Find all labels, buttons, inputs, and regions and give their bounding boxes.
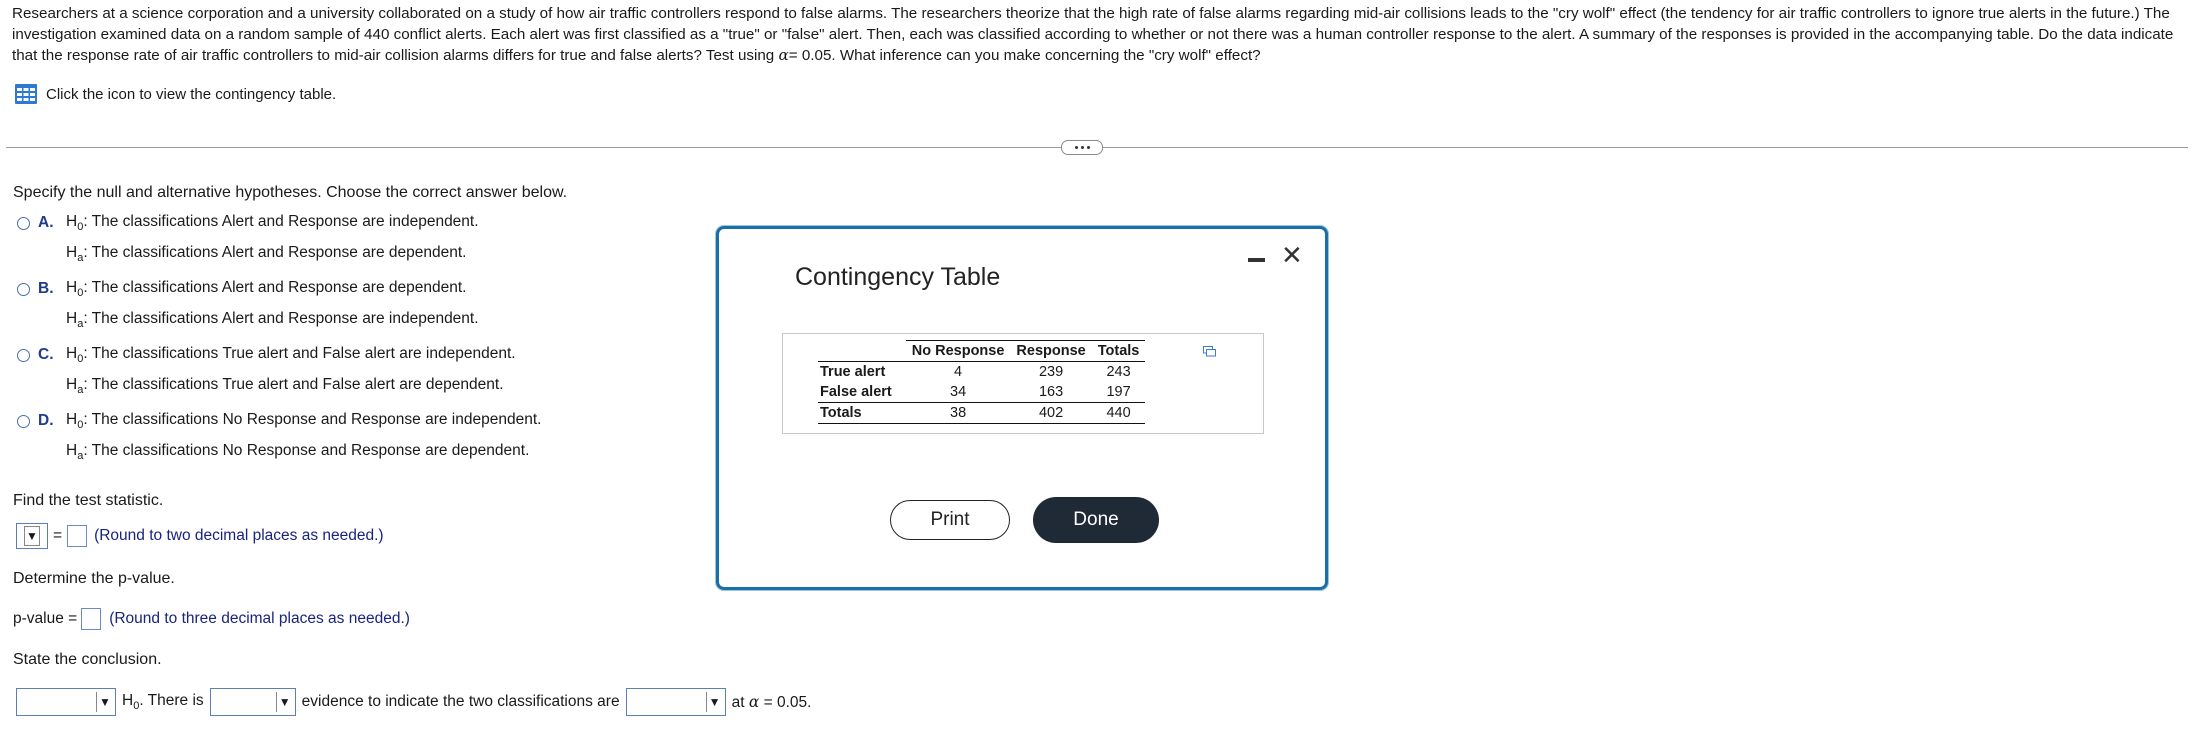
evidence-dropdown[interactable]: ▼ — [210, 688, 296, 716]
table-cell: 4 — [954, 364, 963, 380]
table-header-cell: No Response — [906, 341, 1011, 362]
table-cell: 163 — [1038, 384, 1064, 400]
option-letter: A. — [38, 214, 54, 231]
expand-ellipsis-button[interactable] — [1061, 140, 1103, 155]
table-row — [818, 382, 1145, 403]
option-letter: C. — [38, 346, 54, 363]
table-header-row — [818, 341, 1145, 362]
done-button[interactable]: Done — [1033, 497, 1159, 543]
reject-dropdown[interactable]: ▼ — [16, 688, 116, 716]
conclusion-prompt: State the conclusion. — [13, 651, 162, 668]
classification-dropdown[interactable]: ▼ — [626, 688, 726, 716]
option-d[interactable] — [17, 412, 541, 469]
pvalue-label: p-value = — [13, 610, 78, 627]
pvalue-row — [13, 608, 410, 630]
option-b[interactable] — [17, 280, 479, 337]
row-label: True alert — [818, 362, 906, 383]
minimize-icon[interactable] — [1248, 245, 1266, 263]
table-cell: 38 — [906, 403, 1011, 424]
pvalue-prompt: Determine the p-value. — [13, 570, 175, 587]
row-label: False alert — [820, 384, 892, 400]
problem-text-end: = 0.05. What inference can you make concerning the "cry wolf" effect? — [788, 47, 1261, 64]
table-header-cell: Totals — [1092, 341, 1146, 362]
pvalue-input[interactable] — [81, 608, 101, 630]
problem-statement — [12, 4, 2187, 67]
table-cell: 402 — [1010, 403, 1091, 424]
h0-label: $H_0$. There is — [122, 691, 204, 713]
print-button[interactable]: Print — [890, 500, 1010, 540]
table-cell: 243 — [1106, 364, 1131, 380]
option-d-text: $H_0$: The classifications No Response and Response are independent. $H_a$: The classifications No Response and Response are dependent. — [66, 411, 542, 463]
table-cell: 197 — [1106, 384, 1131, 400]
option-b-text: $H_0$: The classifications Alert and Response are dependent. $H_a$: The classifications Alert and Response are independent. — [66, 279, 479, 331]
dialog-title: Contingency Table — [795, 263, 1001, 291]
view-table-label[interactable]: Click the icon to view the contingency table. — [46, 85, 337, 103]
test-statistic-prompt: Find the test statistic. — [13, 492, 164, 509]
table-row — [818, 403, 1145, 424]
option-a-text: $H_0$: The classifications Alert and Response are independent. $H_a$: The classifications Alert and Response are dependent. — [66, 213, 479, 265]
table-cell: 440 — [1092, 403, 1146, 424]
conclusion-row — [16, 688, 811, 716]
round-hint: (Round to three decimal places as needed.) — [109, 610, 410, 627]
alpha-symbol: α — [778, 46, 789, 64]
equals-sign: = — [53, 527, 63, 544]
view-table-link[interactable] — [14, 83, 336, 105]
hypotheses-prompt: Specify the null and alternative hypotheses. Choose the correct answer below. — [13, 184, 568, 201]
option-letter: B. — [38, 280, 54, 297]
table-grid-icon[interactable] — [14, 83, 38, 105]
problem-text: Researchers at a science corporation and a university collaborated on a study of how air traffic controllers respond to false alarms. The researchers theorize that the high rate of false alarms regarding mid-air collisions leads to the "cry wolf" effect (the tendency for air traffic controllers to ignore true alerts in the future.) The investigation examined data on a random sample of 440 conflict alerts. Each alert was first classified as a "true" or "false" alert. Then, each was classified according to whether or not there was a human controller response to the alert. A summary of the responses is provided in the accompanying table. Do the data indicate that the response rate of air traffic controllers to mid-air collision alarms differs for true and false alerts? Test using — [12, 5, 2174, 64]
radio-option-d[interactable] — [17, 415, 30, 428]
option-letter: D. — [38, 412, 54, 429]
test-statistic-input[interactable] — [67, 525, 87, 547]
contingency-table — [818, 340, 1145, 424]
statistic-type-dropdown[interactable]: ▼ — [16, 523, 48, 549]
test-statistic-row — [16, 523, 384, 549]
row-label: Totals — [818, 403, 906, 424]
option-c-text: $H_0$: The classifications True alert and False alert are independent. $H_a$: The classifications True alert and False alert are dependent. — [66, 345, 516, 397]
table-row — [818, 362, 1145, 383]
radio-option-c[interactable] — [17, 349, 30, 362]
conclusion-alpha: at α = 0.05. — [731, 692, 812, 711]
table-header-cell: Response — [1010, 341, 1091, 362]
conclusion-text: evidence to indicate the two classifications are — [301, 693, 620, 710]
round-hint: (Round to two decimal places as needed.) — [94, 527, 384, 544]
copy-table-icon[interactable] — [1203, 346, 1216, 357]
table-header-cell — [818, 341, 906, 362]
radio-option-a[interactable] — [17, 217, 30, 230]
table-cell: 34 — [950, 384, 967, 400]
option-c[interactable] — [17, 346, 516, 403]
option-a[interactable] — [17, 214, 479, 271]
table-cell: 239 — [1038, 364, 1064, 380]
close-icon[interactable]: ✕ — [1281, 240, 1303, 270]
radio-option-b[interactable] — [17, 283, 30, 296]
